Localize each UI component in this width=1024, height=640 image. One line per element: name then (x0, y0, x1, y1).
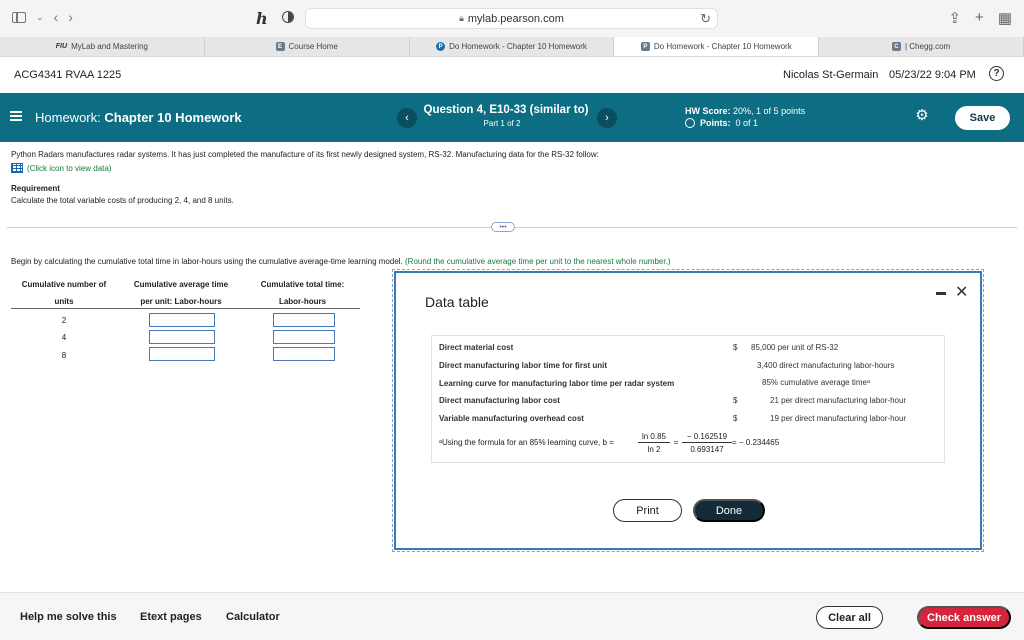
question-intro: Python Radars manufactures radar systems. It has just completed the manufacture of its first newly designed system, RS-32. Manufacturing data for the RS-32 follow: (11, 150, 599, 159)
back-icon[interactable]: ‹ (53, 9, 59, 25)
fiu-logo-icon: FIU (55, 43, 68, 50)
row-units-2: 2 (61, 316, 67, 325)
chevron-down-icon[interactable]: ⌄ (36, 11, 44, 22)
row-units-4: 4 (61, 333, 67, 342)
points-circle-icon (685, 118, 695, 128)
sidebar-toggle-icon[interactable] (12, 12, 26, 23)
new-tab-icon[interactable]: + (975, 9, 984, 26)
tab-homework-1[interactable] (410, 37, 615, 56)
data-row-dollar: $ (733, 343, 738, 352)
tab-label: Course Home (288, 42, 338, 51)
tab-chegg[interactable] (819, 37, 1024, 56)
question-title: Question 4, E10-33 (similar to) (423, 104, 589, 116)
col-header-total-2: Labor-hours (278, 297, 327, 306)
clear-all-button[interactable]: Clear all (816, 606, 883, 629)
help-icon[interactable]: ? (989, 66, 1004, 81)
expand-more-button[interactable]: ••• (491, 222, 515, 232)
browser-actions (948, 9, 1012, 27)
fraction-1-bar (638, 442, 670, 443)
menu-icon[interactable] (10, 111, 22, 121)
data-row-value: 85% cumulative average timeᵃ (762, 378, 870, 387)
formula-result: = − 0.234465 (732, 438, 780, 447)
tab-mylab[interactable] (0, 37, 205, 56)
close-icon[interactable]: ✕ (955, 284, 969, 301)
data-table (431, 335, 945, 463)
row-units-8: 8 (61, 351, 67, 360)
data-row-label: Direct manufacturing labor time for first unit (439, 361, 608, 370)
instruction-hint: (Round the cumulative average time per unit to the nearest whole number.) (405, 257, 671, 266)
course-home-favicon-icon: E (276, 42, 285, 51)
homework-prefix: Homework: (35, 110, 101, 125)
tab-label: MyLab and Mastering (71, 42, 148, 51)
data-row-value: 19 per direct manufacturing labor-hour (770, 414, 907, 423)
tab-homework-2[interactable] (614, 37, 819, 56)
save-button[interactable]: Save (955, 106, 1010, 130)
previous-question-button[interactable]: ‹ (397, 108, 417, 128)
fraction-2-bar (682, 442, 732, 443)
requirement-heading: Requirement (11, 184, 60, 193)
requirement-text: Calculate the total variable costs of producing 2, 4, and 8 units. (11, 196, 234, 205)
datetime: 05/23/22 9:04 PM (889, 69, 976, 81)
view-data-link[interactable] (11, 163, 111, 173)
avg-time-input-8[interactable] (149, 347, 215, 361)
avg-time-input-4[interactable] (149, 330, 215, 344)
course-name: ACG4341 RVAA 1225 (14, 69, 122, 81)
instruction-text (11, 257, 670, 266)
fraction-1-denominator: ln 2 (647, 445, 661, 454)
hw-score (685, 106, 805, 116)
user-name: Nicolas St-Germain (783, 69, 879, 81)
share-icon[interactable]: ⇪ (948, 10, 962, 27)
homework-name: Chapter 10 Homework (104, 110, 242, 125)
forward-icon[interactable]: › (68, 9, 73, 25)
pearson-favicon-icon: P (436, 42, 445, 51)
equals-sign: = (673, 438, 679, 447)
etext-pages-button[interactable]: Etext pages (140, 611, 202, 623)
gear-icon[interactable]: ⚙ (915, 107, 929, 124)
done-button[interactable]: Done (693, 499, 765, 522)
browser-toolbar (0, 0, 1024, 37)
col-header-avg-2: per unit: Labor-hours (140, 297, 222, 306)
browser-tabs (0, 37, 1024, 57)
col-header-units-2: units (54, 297, 74, 306)
hw-score-label: HW Score: (685, 106, 731, 116)
address-bar[interactable] (305, 8, 718, 29)
hw-score-value: 20%, 1 of 5 points (733, 106, 806, 116)
data-row-dollar: $ (733, 414, 738, 423)
col-header-total-1: Cumulative total time: (260, 280, 345, 289)
data-row-label: Direct material cost (439, 343, 514, 352)
data-row-dollar: $ (733, 396, 738, 405)
fraction-2-numerator: − 0.162519 (686, 432, 728, 441)
data-row-value: 3,400 direct manufacturing labor-hours (757, 361, 895, 370)
chegg-favicon-icon: C (892, 42, 901, 51)
tab-label: Do Homework - Chapter 10 Homework (653, 42, 792, 51)
total-time-input-8[interactable] (273, 347, 335, 361)
help-me-solve-button[interactable]: Help me solve this (20, 611, 117, 623)
data-row-label: Learning curve for manufacturing labor time per radar system (439, 379, 675, 388)
extension-privacy-icon[interactable] (282, 11, 294, 23)
col-header-avg-1: Cumulative average time (133, 280, 229, 289)
extension-h-icon[interactable]: h (256, 9, 268, 28)
total-time-input-4[interactable] (273, 330, 335, 344)
data-row-value: 85,000 per unit of RS-32 (751, 343, 839, 352)
data-row-label: Direct manufacturing labor cost (439, 396, 560, 405)
homework-bar (0, 93, 1024, 142)
calculator-button[interactable]: Calculator (226, 611, 280, 623)
tab-overview-icon[interactable]: ▦ (997, 10, 1012, 27)
dialog-title: Data table (425, 294, 489, 310)
question-part: Part 1 of 2 (483, 119, 521, 128)
tab-label: | Chegg.com (904, 42, 951, 51)
bottom-toolbar (0, 592, 1024, 640)
print-button[interactable]: Print (613, 499, 682, 522)
tab-label: Do Homework - Chapter 10 Homework (449, 42, 587, 51)
homework-title (35, 110, 242, 125)
reload-icon[interactable]: ↻ (700, 11, 711, 26)
data-row-label: Variable manufacturing overhead cost (439, 414, 584, 423)
lock-icon: 🔒︎ (459, 13, 464, 23)
table-icon[interactable] (11, 163, 23, 173)
total-time-input-2[interactable] (273, 313, 335, 327)
footnote-text: ᵃUsing the formula for an 85% learning curve, b = (439, 438, 614, 447)
points-label: Points: (700, 118, 731, 128)
browser-nav (12, 9, 73, 25)
data-row-value: 21 per direct manufacturing labor-hour (770, 396, 907, 405)
minimize-icon[interactable] (936, 292, 946, 295)
homework-favicon-icon: P (641, 42, 650, 51)
data-table-dialog (394, 271, 982, 550)
points (685, 118, 758, 128)
url-text: mylab.pearson.com (467, 12, 564, 25)
points-value: 0 of 1 (735, 118, 759, 128)
col-header-units-1: Cumulative number of (21, 280, 107, 289)
view-data-text[interactable]: (Click icon to view data) (27, 163, 112, 173)
table-header-rule (11, 308, 360, 309)
fraction-1-numerator: ln 0.85 (641, 432, 667, 441)
instruction-main: Begin by calculating the cumulative total time in labor-hours using the cumulative average-time learning model. (11, 257, 403, 266)
avg-time-input-2[interactable] (149, 313, 215, 327)
next-question-button[interactable]: › (597, 108, 617, 128)
check-answer-button[interactable]: Check answer (917, 606, 1011, 629)
tab-course-home[interactable] (205, 37, 410, 56)
course-header (0, 57, 1024, 93)
fraction-2-denominator: 0.693147 (690, 445, 724, 454)
